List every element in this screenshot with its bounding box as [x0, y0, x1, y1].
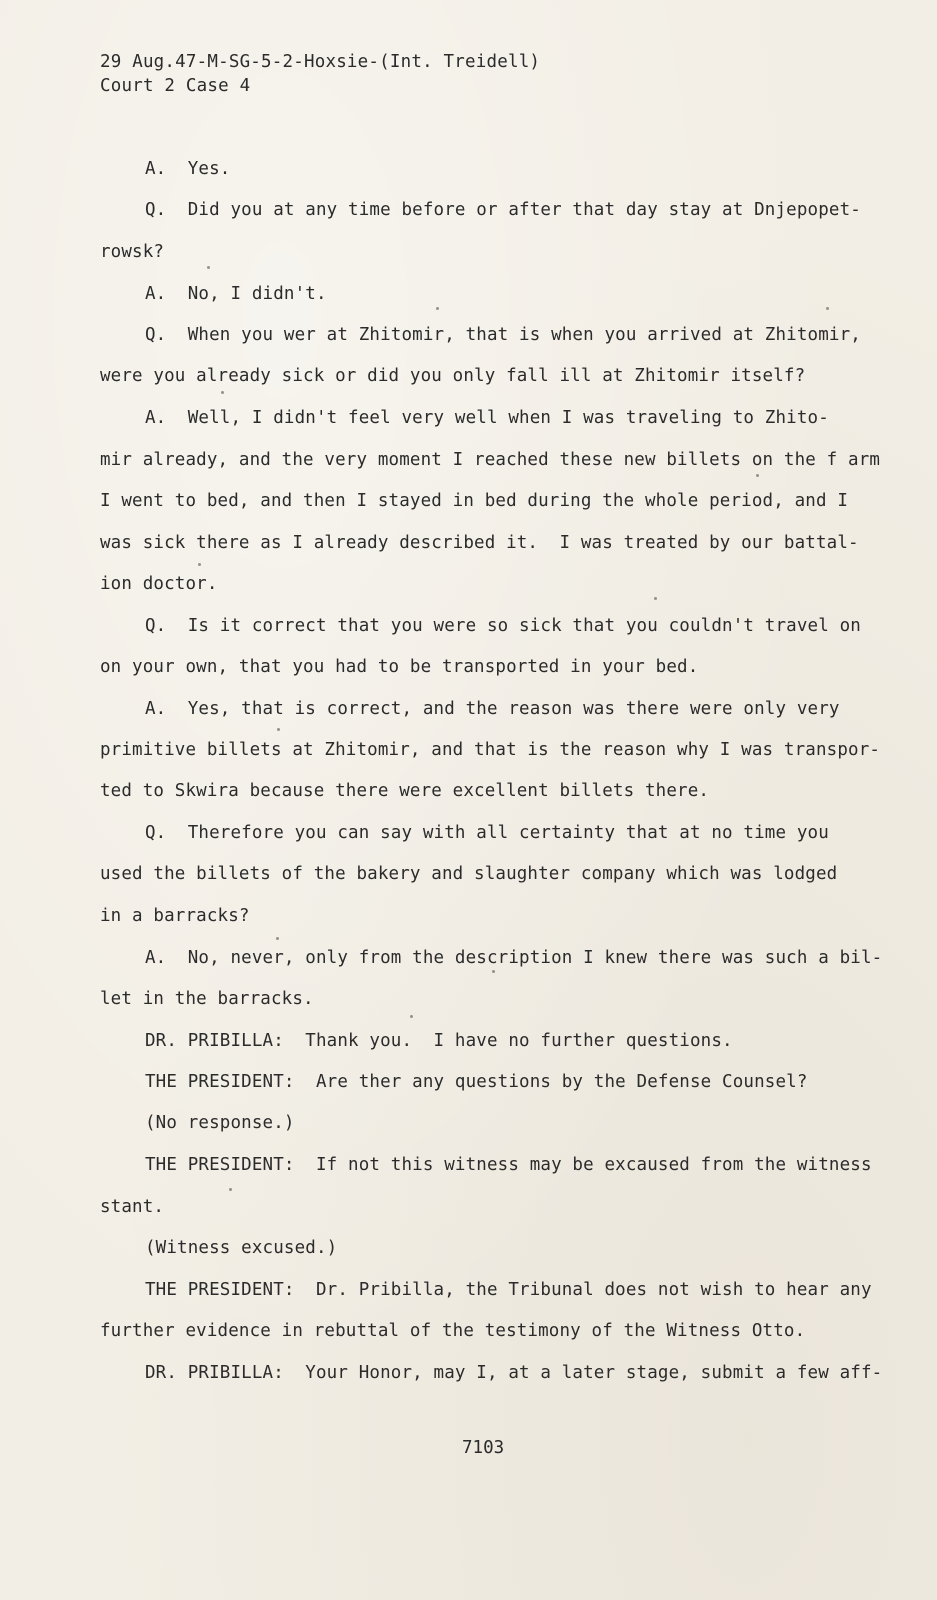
page-number: 7103 — [462, 1438, 505, 1458]
text-line: ted to Skwira because there were excellent billets there. — [100, 781, 710, 801]
header-reference-line: 29 Aug.47-M-SG-5-2-Hoxsie-(Int. Treidell) — [100, 52, 541, 72]
scan-speck — [436, 307, 439, 310]
text-line: Q. Therefore you can say with all certainty that at no time you — [145, 823, 829, 843]
document-header — [100, 50, 540, 98]
text-line: (Witness excused.) — [145, 1238, 338, 1258]
text-line: stant. — [100, 1197, 165, 1217]
scan-speck — [229, 1188, 232, 1191]
text-line: mir already, and the very moment I reached these new billets on the f arm — [100, 450, 881, 470]
scan-speck — [221, 391, 224, 394]
text-line: DR. PRIBILLA: Thank you. I have no further questions. — [145, 1031, 733, 1051]
scan-speck — [756, 474, 759, 477]
text-line: DR. PRIBILLA: Your Honor, may I, at a later stage, submit a few aff- — [145, 1363, 883, 1383]
text-line: used the billets of the bakery and slaughter company which was lodged — [100, 864, 838, 884]
text-line: in a barracks? — [100, 906, 250, 926]
scan-speck — [276, 937, 279, 940]
scan-speck — [654, 597, 657, 600]
text-line: THE PRESIDENT: Dr. Pribilla, the Tribunal does not wish to hear any — [145, 1280, 872, 1300]
text-line: rowsk? — [100, 242, 165, 262]
text-line: Q. Is it correct that you were so sick that you couldn't travel on — [145, 616, 861, 636]
text-line: A. Well, I didn't feel very well when I was traveling to Zhito- — [145, 408, 829, 428]
scan-speck — [410, 1015, 413, 1018]
text-line: THE PRESIDENT: If not this witness may be excaused from the witness — [145, 1155, 872, 1175]
scan-speck — [492, 970, 495, 973]
text-line: Q. Did you at any time before or after that day stay at Dnjepopet- — [145, 200, 861, 220]
text-line: A. No, never, only from the description I knew there was such a bil- — [145, 948, 883, 968]
scan-speck — [198, 563, 201, 566]
text-line: (No response.) — [145, 1113, 295, 1133]
text-line: Q. When you wer at Zhitomir, that is when you arrived at Zhitomir, — [145, 325, 861, 345]
text-line: on your own, that you had to be transported in your bed. — [100, 657, 699, 677]
text-line: were you already sick or did you only fall ill at Zhitomir itself? — [100, 366, 806, 386]
scan-speck — [826, 307, 829, 310]
text-line: further evidence in rebuttal of the testimony of the Witness Otto. — [100, 1321, 806, 1341]
text-line: was sick there as I already described it. I was treated by our battal- — [100, 533, 859, 553]
text-line: A. No, I didn't. — [145, 284, 327, 304]
scan-speck — [277, 728, 280, 731]
text-line: A. Yes, that is correct, and the reason was there were only very — [145, 699, 840, 719]
text-line: primitive billets at Zhitomir, and that is the reason why I was transpor- — [100, 740, 881, 760]
scan-speck — [207, 266, 210, 269]
text-line: ion doctor. — [100, 574, 218, 594]
text-line: A. Yes. — [145, 159, 231, 179]
text-line: I went to bed, and then I stayed in bed during the whole period, and I — [100, 491, 849, 511]
header-court-case-line: Court 2 Case 4 — [100, 76, 251, 96]
text-line: THE PRESIDENT: Are ther any questions by the Defense Counsel? — [145, 1072, 808, 1092]
text-line: let in the barracks. — [100, 989, 314, 1009]
